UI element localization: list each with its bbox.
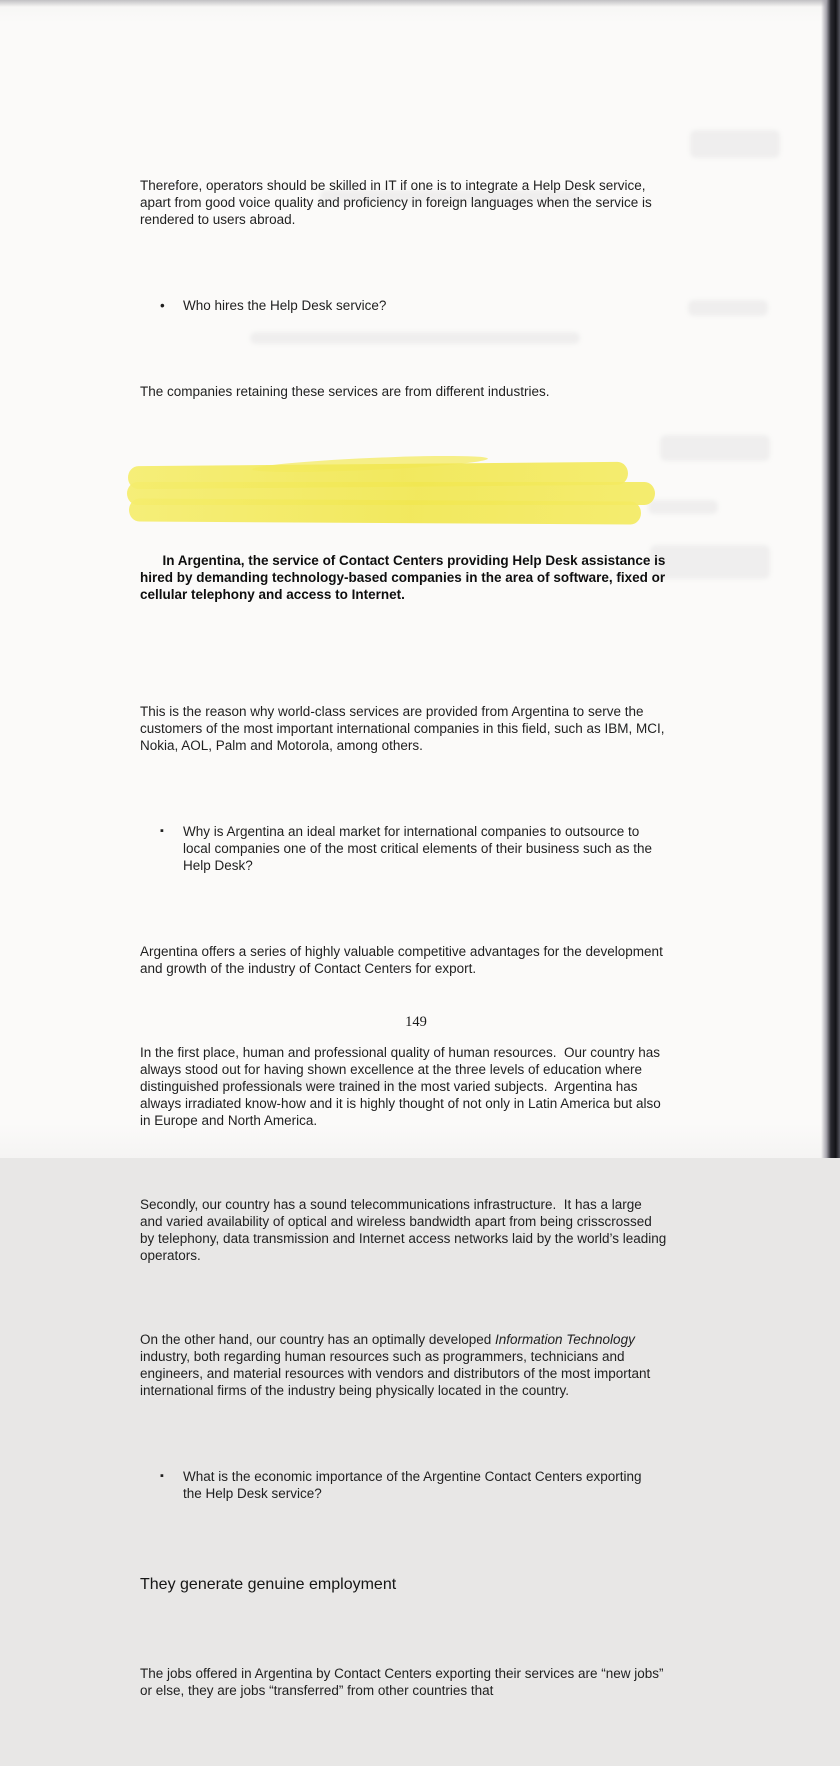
paragraph-human-resources: In the first place, human and professional quality of human resources. Our country has always stood out for having shown excellence at the three levels of education where distinguished professionals were trained in the most varied subjects. Argentina has always irradiated know-how and it is highly thought of not only in Latin America but also in Europe and North America. xyxy=(140,1045,665,1128)
bullet-item-why-argentina xyxy=(140,823,667,874)
page-number: 149 xyxy=(405,1014,427,1030)
paragraph-companies: The companies retaining these services are from different industries. xyxy=(140,384,550,399)
highlighter-stroke-icon xyxy=(129,498,641,524)
bullet-square-icon: ▪ xyxy=(160,825,164,837)
bullet-item-economic-importance xyxy=(140,1468,667,1502)
paragraph-telecom: Secondly, our country has a sound telecommunications infrastructure. It has a large and varied availability of optical and wireless bandwidth apart from being crisscrossed by telephony, data transmission and Internet access networks laid by the world’s leading operators. xyxy=(140,1197,671,1263)
bleed-through-smudge xyxy=(660,435,770,461)
bullet-item-who-hires xyxy=(140,297,667,314)
paragraph-intro: Therefore, operators should be skilled in IT if one is to integrate a Help Desk service, apart from good voice quality and proficiency in foreign languages when the service is rendered to users abroad. xyxy=(140,178,656,227)
bullet-text: Why is Argentina an ideal market for international companies to outsource to local companies one of the most critical elements of their business such as the Help Desk? xyxy=(183,824,656,873)
bullet-round-icon: • xyxy=(160,298,165,313)
scan-edge-right xyxy=(821,0,840,1158)
paragraph-text: industry, both regarding human resources such as programmers, technicians and engineers, and material resources with vendors and distributors of the most important international firms of the industry being physically located in the country. xyxy=(140,1332,655,1398)
highlighted-text: In Argentina, the service of Contact Centers providing Help Desk assistance is hired by demanding technology-based companies in the area of software, fixed or cellular telephony and access to Internet. xyxy=(140,553,670,602)
bullet-text: What is the economic importance of the Argentine Contact Centers exporting the Help Desk service? xyxy=(183,1469,646,1501)
section-heading: They generate genuine employment xyxy=(140,1576,397,1593)
paragraph-text: On the other hand, our country has an optimally developed xyxy=(140,1332,495,1347)
bullet-square-icon: ▪ xyxy=(160,1470,164,1482)
page-content xyxy=(140,126,671,1766)
paragraph-jobs: The jobs offered in Argentina by Contact Centers exporting their services are “new jobs” or else, they are jobs “transferred” from other countries that xyxy=(140,1666,668,1698)
highlighted-paragraph xyxy=(140,467,670,620)
bullet-text: Who hires the Help Desk service? xyxy=(183,298,387,313)
bleed-through-smudge xyxy=(690,130,780,158)
paragraph-world-class: This is the reason why world-class services are provided from Argentina to serve the customers of the most important international companies in this field, such as IBM, MCI, Nokia, AOL, Palm and Motorola, among others. xyxy=(140,704,669,753)
paragraph-it-industry xyxy=(140,1331,667,1399)
paragraph-advantages: Argentina offers a series of highly valuable competitive advantages for the development and growth of the industry of Contact Centers for export. xyxy=(140,944,667,976)
scan-edge-top xyxy=(0,0,840,7)
bleed-through-smudge xyxy=(688,300,768,316)
italic-term: Information Technology xyxy=(494,1332,635,1347)
